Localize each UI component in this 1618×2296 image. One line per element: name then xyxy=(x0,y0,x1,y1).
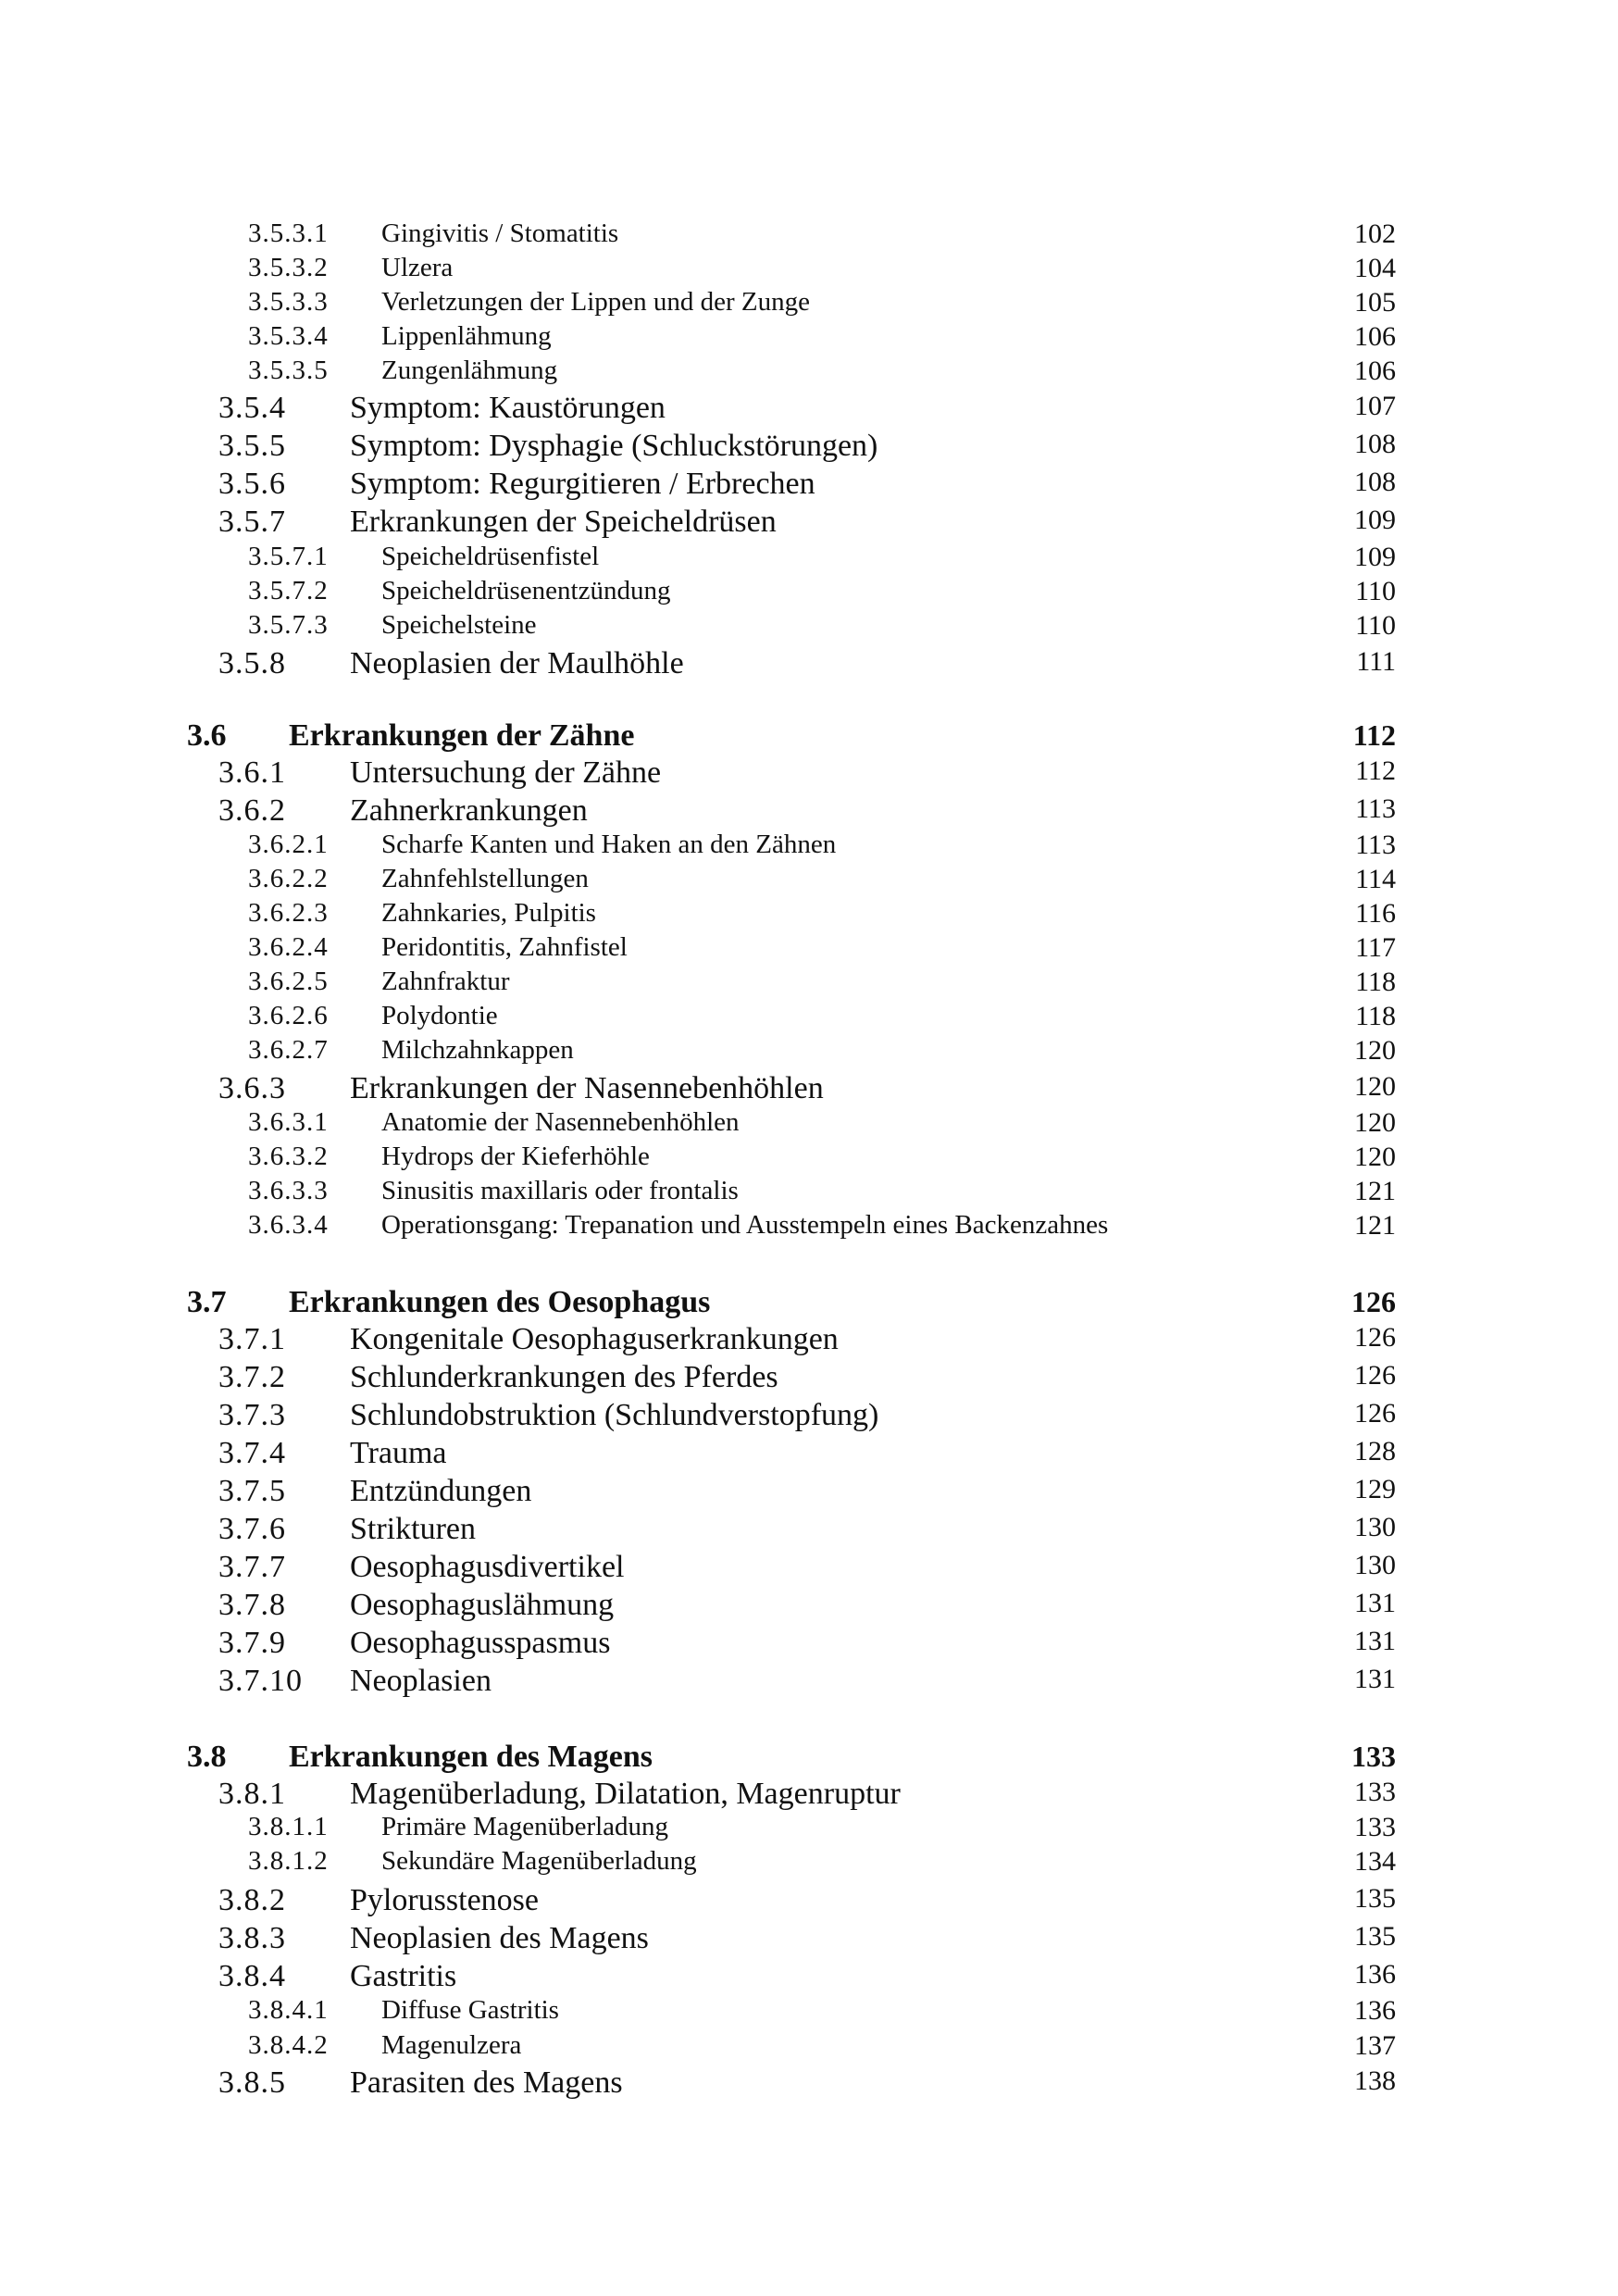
toc-entry-page-number: 110 xyxy=(1355,610,1396,641)
toc-entry-page-number: 108 xyxy=(1354,467,1396,497)
toc-entry-title: Entzündungen xyxy=(350,1474,532,1508)
toc-entry-page-number: 116 xyxy=(1355,898,1396,929)
toc-entry-page-number: 102 xyxy=(1354,218,1396,249)
toc-entry-title: Zahnkaries, Pulpitis xyxy=(381,898,596,928)
toc-entry-number: 3.7.10 xyxy=(218,1664,303,1698)
toc-entry-page-number: 114 xyxy=(1355,864,1396,894)
toc-entry-page-number: 120 xyxy=(1354,1035,1396,1066)
toc-entry-number: 3.5.7 xyxy=(218,505,286,539)
toc-entry-title: Verletzungen der Lippen und der Zunge xyxy=(381,287,811,317)
toc-entry-page-number: 133 xyxy=(1354,1812,1396,1842)
toc-entry-number: 3.5.6 xyxy=(218,467,286,501)
toc-entry-number: 3.5.8 xyxy=(218,646,286,680)
toc-entry-title: Neoplasien der Maulhöhle xyxy=(350,646,684,680)
toc-entry-page-number: 126 xyxy=(1354,1398,1396,1429)
toc-entry-number: 3.5.7.2 xyxy=(248,576,329,605)
toc-entry-page-number: 121 xyxy=(1354,1176,1396,1206)
toc-entry-page-number: 105 xyxy=(1354,287,1396,318)
toc-entry-number: 3.7.4 xyxy=(218,1436,286,1470)
toc-entry-page-number: 134 xyxy=(1354,1846,1396,1877)
toc-entry-page-number: 106 xyxy=(1354,321,1396,352)
toc-entry-title: Hydrops der Kieferhöhle xyxy=(381,1142,650,1171)
toc-entry-page-number: 120 xyxy=(1354,1071,1396,1102)
toc-entry-number: 3.8.4.2 xyxy=(248,2030,329,2060)
toc-entry-number: 3.7 xyxy=(187,1285,227,1319)
toc-entry-number: 3.6.2.1 xyxy=(248,830,329,859)
toc-entry-page-number: 133 xyxy=(1351,1740,1396,1773)
toc-entry-title: Lippenlähmung xyxy=(381,321,552,351)
toc-entry-title: Speichelsteine xyxy=(381,610,537,640)
toc-entry-number: 3.7.9 xyxy=(218,1626,286,1660)
toc-entry-number: 3.6.2.5 xyxy=(248,967,329,996)
toc-entry-title: Symptom: Kaustörungen xyxy=(350,391,666,425)
toc-entry-page-number: 121 xyxy=(1354,1210,1396,1241)
toc-entry-title: Diffuse Gastritis xyxy=(381,1995,559,2025)
toc-entry-number: 3.8.1 xyxy=(218,1777,286,1811)
toc-entry-title: Erkrankungen der Speicheldrüsen xyxy=(350,505,777,539)
toc-entry-page-number: 131 xyxy=(1354,1626,1396,1656)
toc-entry-title: Ulzera xyxy=(381,253,454,282)
toc-entry-title: Pylorusstenose xyxy=(350,1883,539,1917)
toc-entry-page-number: 128 xyxy=(1354,1436,1396,1466)
toc-entry-number: 3.5.3.3 xyxy=(248,287,329,317)
toc-entry-title: Gastritis xyxy=(350,1959,457,1993)
toc-entry-page-number: 113 xyxy=(1355,793,1396,824)
toc-entry-title: Scharfe Kanten und Haken an den Zähnen xyxy=(381,830,837,859)
toc-entry-page-number: 135 xyxy=(1354,1883,1396,1914)
toc-entry-title: Zahnfraktur xyxy=(381,967,510,996)
toc-entry-page-number: 110 xyxy=(1355,576,1396,606)
toc-entry-page-number: 106 xyxy=(1354,356,1396,386)
toc-entry-title: Sekundäre Magenüberladung xyxy=(381,1846,697,1876)
toc-entry-page-number: 109 xyxy=(1354,542,1396,572)
toc-entry-page-number: 138 xyxy=(1354,2065,1396,2096)
toc-entry-title: Neoplasien xyxy=(350,1664,492,1698)
toc-entry-number: 3.7.6 xyxy=(218,1512,286,1546)
toc-entry-title: Operationsgang: Trepanation und Ausstempeln eines Backenzahnes xyxy=(381,1210,1109,1240)
toc-entry-number: 3.5.4 xyxy=(218,391,286,425)
toc-entry-title: Magenulzera xyxy=(381,2030,522,2060)
toc-entry-number: 3.5.7.1 xyxy=(248,542,329,571)
toc-entry-number: 3.7.7 xyxy=(218,1550,286,1584)
toc-entry-number: 3.7.5 xyxy=(218,1474,286,1508)
toc-entry-page-number: 135 xyxy=(1354,1921,1396,1952)
toc-entry-page-number: 120 xyxy=(1354,1142,1396,1172)
toc-entry-number: 3.7.3 xyxy=(218,1398,286,1432)
toc-entry-page-number: 107 xyxy=(1354,391,1396,421)
toc-entry-number: 3.5.7.3 xyxy=(248,610,329,640)
toc-entry-title: Sinusitis maxillaris oder frontalis xyxy=(381,1176,739,1205)
toc-entry-page-number: 118 xyxy=(1355,1001,1396,1031)
toc-entry-number: 3.5.3.1 xyxy=(248,218,329,248)
toc-entry-title: Gingivitis / Stomatitis xyxy=(381,218,619,248)
toc-entry-title: Magenüberladung, Dilatation, Magenruptur xyxy=(350,1777,901,1811)
toc-entry-title: Parasiten des Magens xyxy=(350,2065,623,2100)
toc-entry-title: Zungenlähmung xyxy=(381,356,558,385)
toc-entry-number: 3.8.4.1 xyxy=(248,1995,329,2025)
toc-entry-title: Neoplasien des Magens xyxy=(350,1921,649,1955)
toc-entry-number: 3.8 xyxy=(187,1740,227,1774)
toc-entry-title: Erkrankungen des Magens xyxy=(289,1740,653,1774)
toc-entry-page-number: 136 xyxy=(1354,1995,1396,2026)
toc-entry-title: Schlunderkrankungen des Pferdes xyxy=(350,1360,778,1394)
toc-entry-number: 3.6.1 xyxy=(218,755,286,790)
toc-entry-title: Milchzahnkappen xyxy=(381,1035,574,1065)
toc-entry-number: 3.7.2 xyxy=(218,1360,286,1394)
toc-entry-page-number: 112 xyxy=(1355,755,1396,786)
toc-entry-number: 3.5.5 xyxy=(218,429,286,463)
toc-entry-page-number: 131 xyxy=(1354,1588,1396,1618)
toc-entry-number: 3.8.3 xyxy=(218,1921,286,1955)
toc-entry-page-number: 133 xyxy=(1354,1777,1396,1807)
toc-entry-number: 3.8.1.2 xyxy=(248,1846,329,1876)
toc-entry-title: Oesophagusdivertikel xyxy=(350,1550,625,1584)
toc-entry-page-number: 129 xyxy=(1354,1474,1396,1504)
toc-entry-title: Speicheldrüsenentzündung xyxy=(381,576,671,605)
toc-entry-page-number: 108 xyxy=(1354,429,1396,459)
toc-entry-number: 3.6.2.3 xyxy=(248,898,329,928)
toc-entry-title: Erkrankungen der Nasennebenhöhlen xyxy=(350,1071,824,1105)
toc-entry-number: 3.6.3.1 xyxy=(248,1107,329,1137)
toc-entry-title: Zahnerkrankungen xyxy=(350,793,588,828)
toc-entry-number: 3.8.2 xyxy=(218,1883,286,1917)
toc-entry-page-number: 137 xyxy=(1354,2030,1396,2061)
toc-entry-number: 3.6.3 xyxy=(218,1071,286,1105)
toc-entry-title: Speicheldrüsenfistel xyxy=(381,542,600,571)
toc-entry-number: 3.8.1.1 xyxy=(248,1812,329,1841)
toc-entry-page-number: 130 xyxy=(1354,1550,1396,1580)
toc-entry-number: 3.5.3.5 xyxy=(248,356,329,385)
toc-entry-title: Symptom: Dysphagie (Schluckstörungen) xyxy=(350,429,878,463)
toc-entry-number: 3.7.8 xyxy=(218,1588,286,1622)
toc-entry-page-number: 112 xyxy=(1352,718,1396,752)
toc-entry-title: Trauma xyxy=(350,1436,447,1470)
toc-entry-number: 3.8.5 xyxy=(218,2065,286,2100)
toc-entry-number: 3.6.2 xyxy=(218,793,286,828)
toc-entry-title: Strikturen xyxy=(350,1512,476,1546)
toc-entry-page-number: 118 xyxy=(1355,967,1396,997)
toc-entry-title: Peridontitis, Zahnfistel xyxy=(381,932,628,962)
toc-entry-title: Oesophagusspasmus xyxy=(350,1626,611,1660)
toc-entry-number: 3.6.3.4 xyxy=(248,1210,329,1240)
toc-entry-page-number: 104 xyxy=(1354,253,1396,283)
toc-entry-title: Untersuchung der Zähne xyxy=(350,755,662,790)
toc-entry-title: Zahnfehlstellungen xyxy=(381,864,589,893)
toc-entry-number: 3.6.2.6 xyxy=(248,1001,329,1030)
toc-entry-title: Symptom: Regurgitieren / Erbrechen xyxy=(350,467,815,501)
toc-entry-page-number: 113 xyxy=(1355,830,1396,860)
toc-entry-title: Schlundobstruktion (Schlundverstopfung) xyxy=(350,1398,879,1432)
toc-entry-number: 3.6.2.2 xyxy=(248,864,329,893)
toc-entry-page-number: 126 xyxy=(1354,1322,1396,1353)
toc-entry-page-number: 136 xyxy=(1354,1959,1396,1990)
toc-entry-title: Primäre Magenüberladung xyxy=(381,1812,669,1841)
toc-entry-title: Erkrankungen des Oesophagus xyxy=(289,1285,711,1319)
toc-entry-page-number: 120 xyxy=(1354,1107,1396,1138)
toc-entry-title: Oesophaguslähmung xyxy=(350,1588,615,1622)
toc-entry-page-number: 131 xyxy=(1354,1664,1396,1694)
toc-entry-number: 3.6 xyxy=(187,718,227,753)
toc-entry-title: Polydontie xyxy=(381,1001,498,1030)
toc-entry-page-number: 117 xyxy=(1355,932,1396,963)
toc-entry-number: 3.6.3.3 xyxy=(248,1176,329,1205)
toc-entry-title: Kongenitale Oesophaguserkrankungen xyxy=(350,1322,839,1356)
toc-entry-title: Anatomie der Nasennebenhöhlen xyxy=(381,1107,740,1137)
toc-entry-page-number: 130 xyxy=(1354,1512,1396,1542)
toc-entry-page-number: 109 xyxy=(1354,505,1396,535)
toc-entry-number: 3.5.3.4 xyxy=(248,321,329,351)
toc-entry-page-number: 111 xyxy=(1356,646,1396,677)
toc-entry-page-number: 126 xyxy=(1351,1285,1396,1318)
toc-entry-number: 3.6.2.4 xyxy=(248,932,329,962)
toc-entry-number: 3.8.4 xyxy=(218,1959,286,1993)
toc-entry-number: 3.6.3.2 xyxy=(248,1142,329,1171)
toc-entry-number: 3.5.3.2 xyxy=(248,253,329,282)
toc-entry-number: 3.7.1 xyxy=(218,1322,286,1356)
toc-entry-number: 3.6.2.7 xyxy=(248,1035,329,1065)
toc-entry-page-number: 126 xyxy=(1354,1360,1396,1391)
toc-entry-title: Erkrankungen der Zähne xyxy=(289,718,635,753)
